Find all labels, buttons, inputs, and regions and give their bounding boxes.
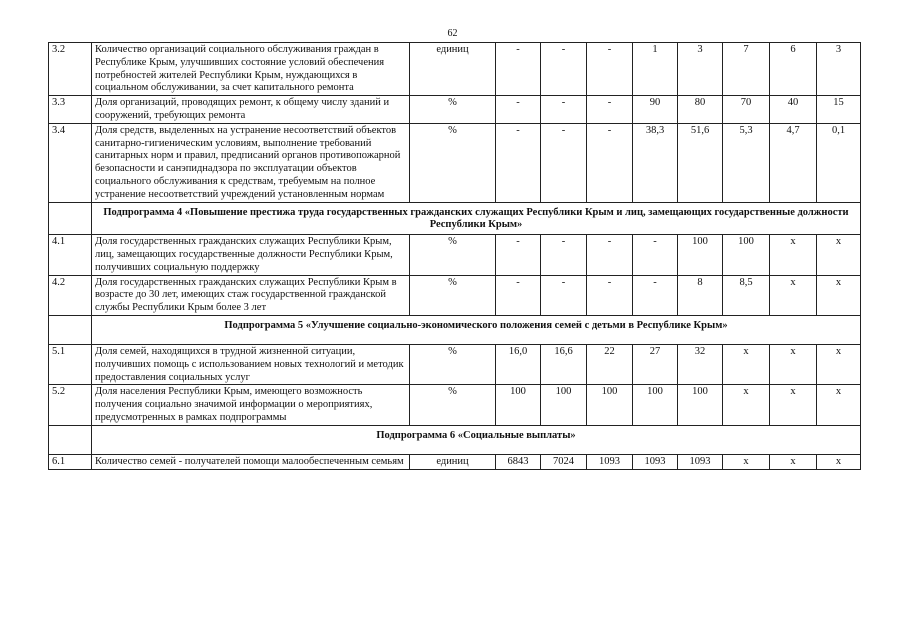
indicator-value: 32 bbox=[678, 344, 723, 384]
indicator-value: x bbox=[770, 385, 817, 425]
indicator-number: 3.2 bbox=[49, 43, 92, 96]
indicator-value: 6843 bbox=[496, 454, 541, 469]
indicator-value: 0,1 bbox=[817, 123, 861, 202]
subprogram-number-cell bbox=[49, 425, 92, 454]
indicator-value: 1093 bbox=[678, 454, 723, 469]
indicator-name: Количество организаций социального обслуживания граждан в Республике Крым, улучшивших состояние условий обеспечения потребностей жителей Республики Крым, нуждающихся в социальном обслуживании, за счет капитального ремонта bbox=[92, 43, 410, 96]
indicator-value: 90 bbox=[633, 96, 678, 124]
indicator-value: 3 bbox=[678, 43, 723, 96]
indicator-number: 6.1 bbox=[49, 454, 92, 469]
indicator-value: - bbox=[496, 275, 541, 315]
indicators-table bbox=[48, 42, 861, 470]
indicator-value: 100 bbox=[496, 385, 541, 425]
indicator-name: Доля населения Республики Крым, имеющего возможность получения социально значимой информации о мероприятиях, предусмотренных в рамках подпрограммы bbox=[92, 385, 410, 425]
table-row bbox=[49, 235, 861, 275]
indicator-value: x bbox=[817, 235, 861, 275]
indicator-value: - bbox=[587, 96, 633, 124]
indicator-unit: % bbox=[410, 235, 496, 275]
indicator-number: 3.3 bbox=[49, 96, 92, 124]
indicator-number: 5.1 bbox=[49, 344, 92, 384]
table-row bbox=[49, 96, 861, 124]
indicator-value: x bbox=[723, 454, 770, 469]
indicator-value: x bbox=[723, 385, 770, 425]
indicator-value: - bbox=[496, 123, 541, 202]
indicator-unit: % bbox=[410, 344, 496, 384]
subprogram-header-row bbox=[49, 315, 861, 344]
indicator-value: 16,6 bbox=[541, 344, 587, 384]
indicator-value: 27 bbox=[633, 344, 678, 384]
indicator-value: 100 bbox=[633, 385, 678, 425]
indicator-value: - bbox=[587, 123, 633, 202]
subprogram-title: Подпрограмма 6 «Социальные выплаты» bbox=[92, 425, 861, 454]
table-row bbox=[49, 385, 861, 425]
indicator-value: 100 bbox=[587, 385, 633, 425]
indicator-value: 70 bbox=[723, 96, 770, 124]
indicator-value: 8,5 bbox=[723, 275, 770, 315]
table-row bbox=[49, 43, 861, 96]
indicator-value: 1093 bbox=[587, 454, 633, 469]
indicator-value: 3 bbox=[817, 43, 861, 96]
indicator-value: 100 bbox=[678, 385, 723, 425]
indicator-name: Количество семей - получателей помощи малообеспеченным семьям bbox=[92, 454, 410, 469]
page-number: 62 bbox=[447, 28, 458, 39]
indicator-value: - bbox=[496, 96, 541, 124]
indicator-value: 100 bbox=[541, 385, 587, 425]
subprogram-number-cell bbox=[49, 202, 92, 235]
indicator-value: 7 bbox=[723, 43, 770, 96]
subprogram-number-cell bbox=[49, 315, 92, 344]
indicator-value: x bbox=[770, 454, 817, 469]
indicator-name: Доля средств, выделенных на устранение несоответствий объектов санитарно-гигиеническим условиям, выполнение требований санитарных норм и правил, предписаний органов противопожарной безопасности и санэпиднадзора по эксплуатации объектов социального обслуживания к средствам, требуемым на полное устранение несоответствий учреждений установленным нормам bbox=[92, 123, 410, 202]
indicator-value: 16,0 bbox=[496, 344, 541, 384]
indicator-value: - bbox=[541, 275, 587, 315]
indicator-value: x bbox=[817, 344, 861, 384]
indicator-value: - bbox=[587, 235, 633, 275]
indicator-value: x bbox=[817, 454, 861, 469]
indicator-value: 100 bbox=[723, 235, 770, 275]
indicator-value: 38,3 bbox=[633, 123, 678, 202]
indicator-value: x bbox=[817, 275, 861, 315]
indicators-table-body bbox=[49, 43, 861, 470]
table-row bbox=[49, 123, 861, 202]
indicator-value: 22 bbox=[587, 344, 633, 384]
indicator-value: - bbox=[541, 96, 587, 124]
indicator-number: 4.2 bbox=[49, 275, 92, 315]
subprogram-header-row bbox=[49, 425, 861, 454]
indicator-value: - bbox=[587, 275, 633, 315]
indicator-name: Доля государственных гражданских служащих Республики Крым в возрасте до 30 лет, имеющих стаж государственной гражданской службы Республики Крым более 3 лет bbox=[92, 275, 410, 315]
indicator-number: 5.2 bbox=[49, 385, 92, 425]
indicator-value: - bbox=[496, 43, 541, 96]
indicator-value: 40 bbox=[770, 96, 817, 124]
indicator-value: 6 bbox=[770, 43, 817, 96]
indicator-name: Доля организаций, проводящих ремонт, к общему числу зданий и сооружений, требующих ремонта bbox=[92, 96, 410, 124]
indicator-value: x bbox=[817, 385, 861, 425]
indicator-value: - bbox=[541, 235, 587, 275]
indicator-value: 51,6 bbox=[678, 123, 723, 202]
table-row bbox=[49, 275, 861, 315]
indicator-unit: % bbox=[410, 123, 496, 202]
indicator-name: Доля государственных гражданских служащих Республики Крым, лиц, замещающих государственные должности Республики Крым, получивших социальную поддержку bbox=[92, 235, 410, 275]
indicator-value: 8 bbox=[678, 275, 723, 315]
indicator-value: 1 bbox=[633, 43, 678, 96]
indicator-value: 5,3 bbox=[723, 123, 770, 202]
indicator-unit: % bbox=[410, 385, 496, 425]
indicator-value: 4,7 bbox=[770, 123, 817, 202]
subprogram-header-row bbox=[49, 202, 861, 235]
indicator-value: 1093 bbox=[633, 454, 678, 469]
indicator-value: x bbox=[770, 344, 817, 384]
indicator-value: - bbox=[541, 123, 587, 202]
indicator-value: 15 bbox=[817, 96, 861, 124]
indicator-value: 7024 bbox=[541, 454, 587, 469]
subprogram-title: Подпрограмма 4 «Повышение престижа труда государственных гражданских служащих Республики Крым и лиц, замещающих государственные должности Республики Крым» bbox=[92, 202, 861, 235]
indicator-value: x bbox=[770, 275, 817, 315]
indicator-unit: единиц bbox=[410, 43, 496, 96]
table-row bbox=[49, 454, 861, 469]
indicator-name: Доля семей, находящихся в трудной жизненной ситуации, получивших помощь с использованием новых технологий и методик предоставления социальных услуг bbox=[92, 344, 410, 384]
indicator-value: - bbox=[633, 275, 678, 315]
indicator-number: 3.4 bbox=[49, 123, 92, 202]
indicator-unit: единиц bbox=[410, 454, 496, 469]
indicator-unit: % bbox=[410, 96, 496, 124]
indicator-value: - bbox=[633, 235, 678, 275]
table-row bbox=[49, 344, 861, 384]
indicator-value: x bbox=[723, 344, 770, 384]
indicator-value: 80 bbox=[678, 96, 723, 124]
indicator-value: x bbox=[770, 235, 817, 275]
indicator-value: - bbox=[541, 43, 587, 96]
subprogram-title: Подпрограмма 5 «Улучшение социально-экономического положения семей с детьми в Республике Крым» bbox=[92, 315, 861, 344]
indicator-value: - bbox=[496, 235, 541, 275]
indicator-unit: % bbox=[410, 275, 496, 315]
indicator-number: 4.1 bbox=[49, 235, 92, 275]
indicator-value: 100 bbox=[678, 235, 723, 275]
indicator-value: - bbox=[587, 43, 633, 96]
